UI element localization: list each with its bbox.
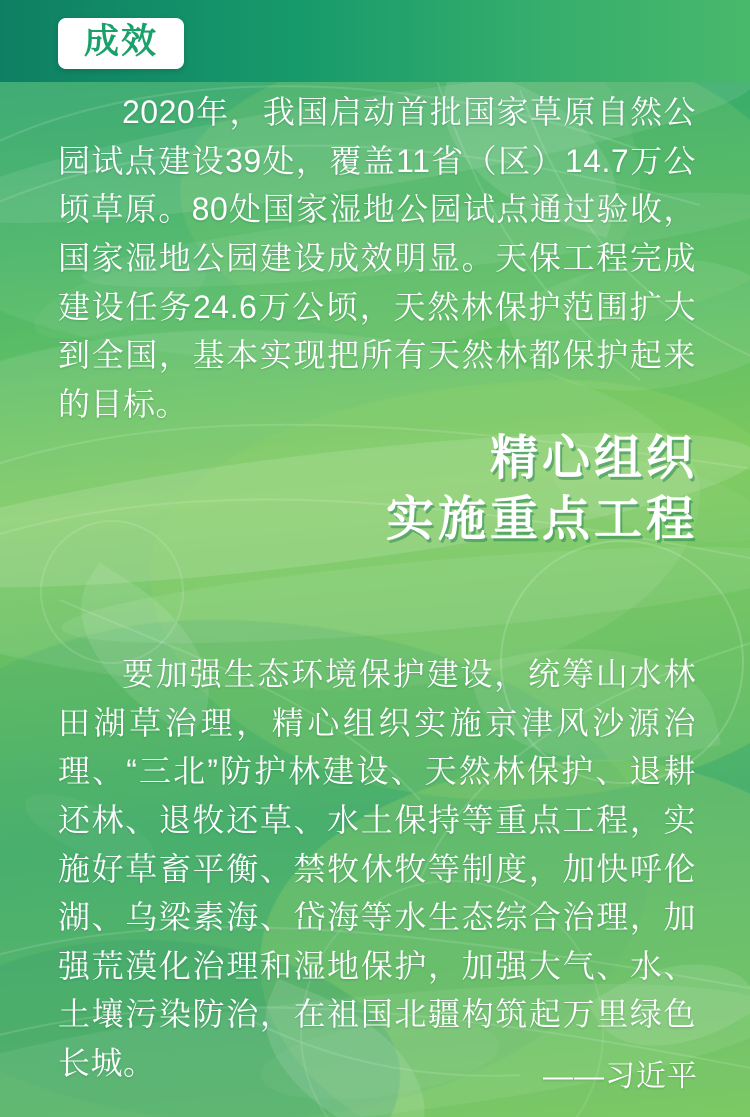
section-tag-label: 成效 xyxy=(84,22,159,61)
attribution: ——习近平 xyxy=(543,1060,698,1093)
headline xyxy=(386,428,698,551)
paragraph-achievements: 2020年，我国启动首批国家草原自然公园试点建设39处，覆盖11省（区）14.7万公顷草原。80处国家湿地公园试点通过验收，国家湿地公园建设成效明显。天保工程完成建设任务24.6万公顷，天然林保护范围扩大到全国，基本实现把所有天然林都保护起来的目标。 xyxy=(58,94,696,422)
paragraph-quote-body: 要加强生态环境保护建设，统筹山水林田湖草治理，精心组织实施京津风沙源治理、“三北”防护林建设、天然林保护、退耕还林、退牧还草、水土保持等重点工程，实施好草畜平衡、禁牧休牧等制度，加快呼伦湖、乌梁素海、岱海等水生态综合治理，加强荒漠化治理和湿地保护，加强大气、水、土壤污染防治，在祖国北疆构筑起万里绿色长城。 xyxy=(58,656,696,1081)
headline-line-2: 实施重点工程 xyxy=(385,493,698,547)
headline-line-1: 精心组织 xyxy=(489,432,698,485)
section-tag xyxy=(58,18,184,69)
